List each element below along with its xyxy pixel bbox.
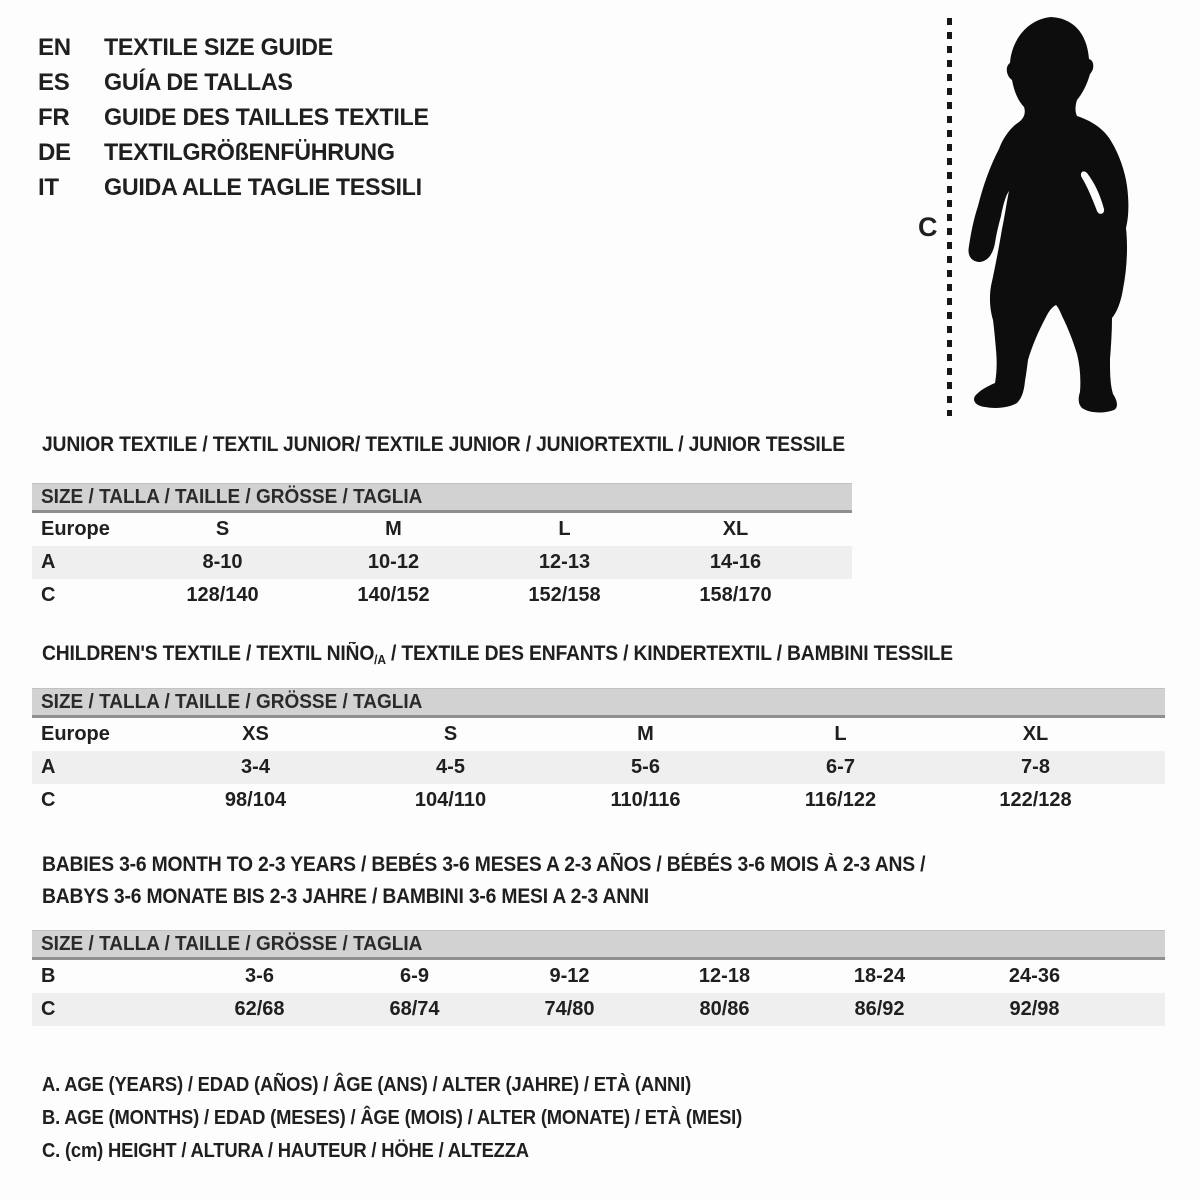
row-spacer [1133, 718, 1165, 751]
row-label: B [41, 965, 56, 987]
size-cell: 12-18 [698, 965, 751, 987]
section-title-children [42, 642, 953, 668]
table-row-height [32, 579, 852, 612]
row-spacer [1133, 784, 1165, 817]
language-code: DE [38, 139, 71, 166]
table-row-europe [32, 513, 852, 546]
size-cell: M [385, 518, 402, 540]
row-spacer [821, 513, 852, 546]
language-row [38, 65, 439, 100]
toddler-silhouette-icon [961, 14, 1136, 416]
size-cell: 158/170 [699, 584, 772, 606]
language-row [38, 100, 439, 135]
size-cell: 18-24 [853, 965, 906, 987]
size-cell: 110/116 [610, 789, 681, 811]
row-spacer [821, 546, 852, 579]
size-cell: 7-8 [1021, 756, 1050, 778]
size-cell: 116/122 [804, 789, 877, 811]
language-title: TEXTILE SIZE GUIDE [104, 34, 333, 61]
row-label: C [41, 584, 56, 606]
height-dashed-line [947, 18, 952, 416]
section-title-junior: JUNIOR TEXTILE / TEXTIL JUNIOR/ TEXTILE JUNIOR / JUNIORTEXTIL / JUNIOR TESSILE [42, 433, 845, 456]
row-label: A [41, 551, 56, 573]
size-header-text: SIZE / TALLA / TAILLE / GRÖSSE / TAGLIA [41, 691, 423, 713]
section-title-children-post: / TEXTILE DES ENFANTS / KINDERTEXTIL / BAMBINI TESSILE [385, 642, 953, 665]
table-row-age [32, 751, 1165, 784]
size-header-bar [32, 688, 1165, 718]
row-spacer [1112, 960, 1165, 993]
language-row [38, 170, 439, 205]
row-spacer [1112, 993, 1165, 1026]
size-cell: 62/68 [234, 998, 285, 1020]
size-cell: 24-36 [1008, 965, 1061, 987]
size-cell: M [637, 723, 654, 745]
table-row-age [32, 546, 852, 579]
size-cell: S [443, 723, 458, 745]
height-measure-label: C [918, 212, 938, 242]
language-code: IT [38, 174, 59, 201]
legend-age-months: B. AGE (MONTHS) / EDAD (MESES) / ÂGE (MOIS) / ALTER (MONATE) / ETÀ (MESI) [42, 1107, 743, 1129]
size-cell: 9-12 [549, 965, 590, 987]
row-spacer [1133, 751, 1165, 784]
size-cell: 6-9 [400, 965, 429, 987]
size-cell: 68/74 [389, 998, 440, 1020]
table-row-age-months [32, 960, 1165, 993]
size-cell: 152/158 [528, 584, 601, 606]
size-cell: 6-7 [826, 756, 855, 778]
legend-height-cm: C. (cm) HEIGHT / ALTURA / HAUTEUR / HÖHE / ALTEZZA [42, 1140, 529, 1162]
size-cell: 14-16 [709, 551, 762, 573]
size-table-junior [32, 483, 852, 612]
size-cell: 128/140 [186, 584, 259, 606]
size-cell: 92/98 [1009, 998, 1060, 1020]
size-cell: 74/80 [544, 998, 595, 1020]
size-cell: XL [1022, 723, 1049, 745]
size-cell: 3-4 [241, 756, 270, 778]
language-title: GUIDE DES TAILLES TEXTILE [104, 104, 429, 131]
row-label: C [41, 998, 56, 1020]
row-label: Europe [41, 723, 110, 745]
size-cell: 10-12 [367, 551, 420, 573]
row-label: Europe [41, 518, 110, 540]
section-title-children-pre: CHILDREN'S TEXTILE / TEXTIL NIÑO [42, 642, 375, 665]
language-code: EN [38, 34, 71, 61]
language-code: ES [38, 69, 70, 96]
language-title: TEXTILGRÖßENFÜHRUNG [104, 139, 395, 166]
language-title: GUIDA ALLE TAGLIE TESSILI [104, 174, 422, 201]
size-header-text: SIZE / TALLA / TAILLE / GRÖSSE / TAGLIA [41, 933, 423, 955]
row-spacer [821, 579, 852, 612]
table-row-height [32, 784, 1165, 817]
size-cell: 122/128 [999, 789, 1072, 811]
legend-age-years: A. AGE (YEARS) / EDAD (AÑOS) / ÂGE (ANS) / ALTER (JAHRE) / ETÀ (ANNI) [42, 1074, 692, 1096]
size-cell: 4-5 [436, 756, 465, 778]
size-cell: 98/104 [224, 789, 287, 811]
size-cell: 80/86 [699, 998, 750, 1020]
size-cell: 12-13 [538, 551, 591, 573]
size-cell: 3-6 [245, 965, 274, 987]
size-cell: S [215, 518, 230, 540]
size-cell: 5-6 [631, 756, 660, 778]
language-row [38, 30, 439, 65]
row-label: C [41, 789, 56, 811]
row-label: A [41, 756, 56, 778]
size-cell: 140/152 [357, 584, 430, 606]
size-cell: 8-10 [202, 551, 243, 573]
size-cell: XL [722, 518, 749, 540]
table-row-europe [32, 718, 1165, 751]
size-cell: L [558, 518, 571, 540]
size-header-text: SIZE / TALLA / TAILLE / GRÖSSE / TAGLIA [41, 486, 423, 508]
size-table-babies [32, 930, 1165, 1026]
language-title-list [38, 30, 439, 205]
table-row-height [32, 993, 1165, 1026]
language-title: GUÍA DE TALLAS [104, 69, 293, 96]
size-cell: 86/92 [854, 998, 905, 1020]
size-cell: 104/110 [414, 789, 487, 811]
size-cell: XS [242, 723, 269, 745]
section-title-babies-line2: BABYS 3-6 MONATE BIS 2-3 JAHRE / BAMBINI 3-6 MESI A 2-3 ANNI [42, 885, 649, 908]
language-row [38, 135, 439, 170]
size-cell: L [834, 723, 847, 745]
language-code: FR [38, 104, 70, 131]
section-title-babies-line1: BABIES 3-6 MONTH TO 2-3 YEARS / BEBÉS 3-6 MESES A 2-3 AÑOS / BÉBÉS 3-6 MOIS À 2-3 ANS / [42, 853, 926, 876]
size-table-children [32, 688, 1165, 817]
section-title-children-sub: /A [374, 652, 386, 667]
size-header-bar [32, 930, 1165, 960]
size-header-bar [32, 483, 852, 513]
